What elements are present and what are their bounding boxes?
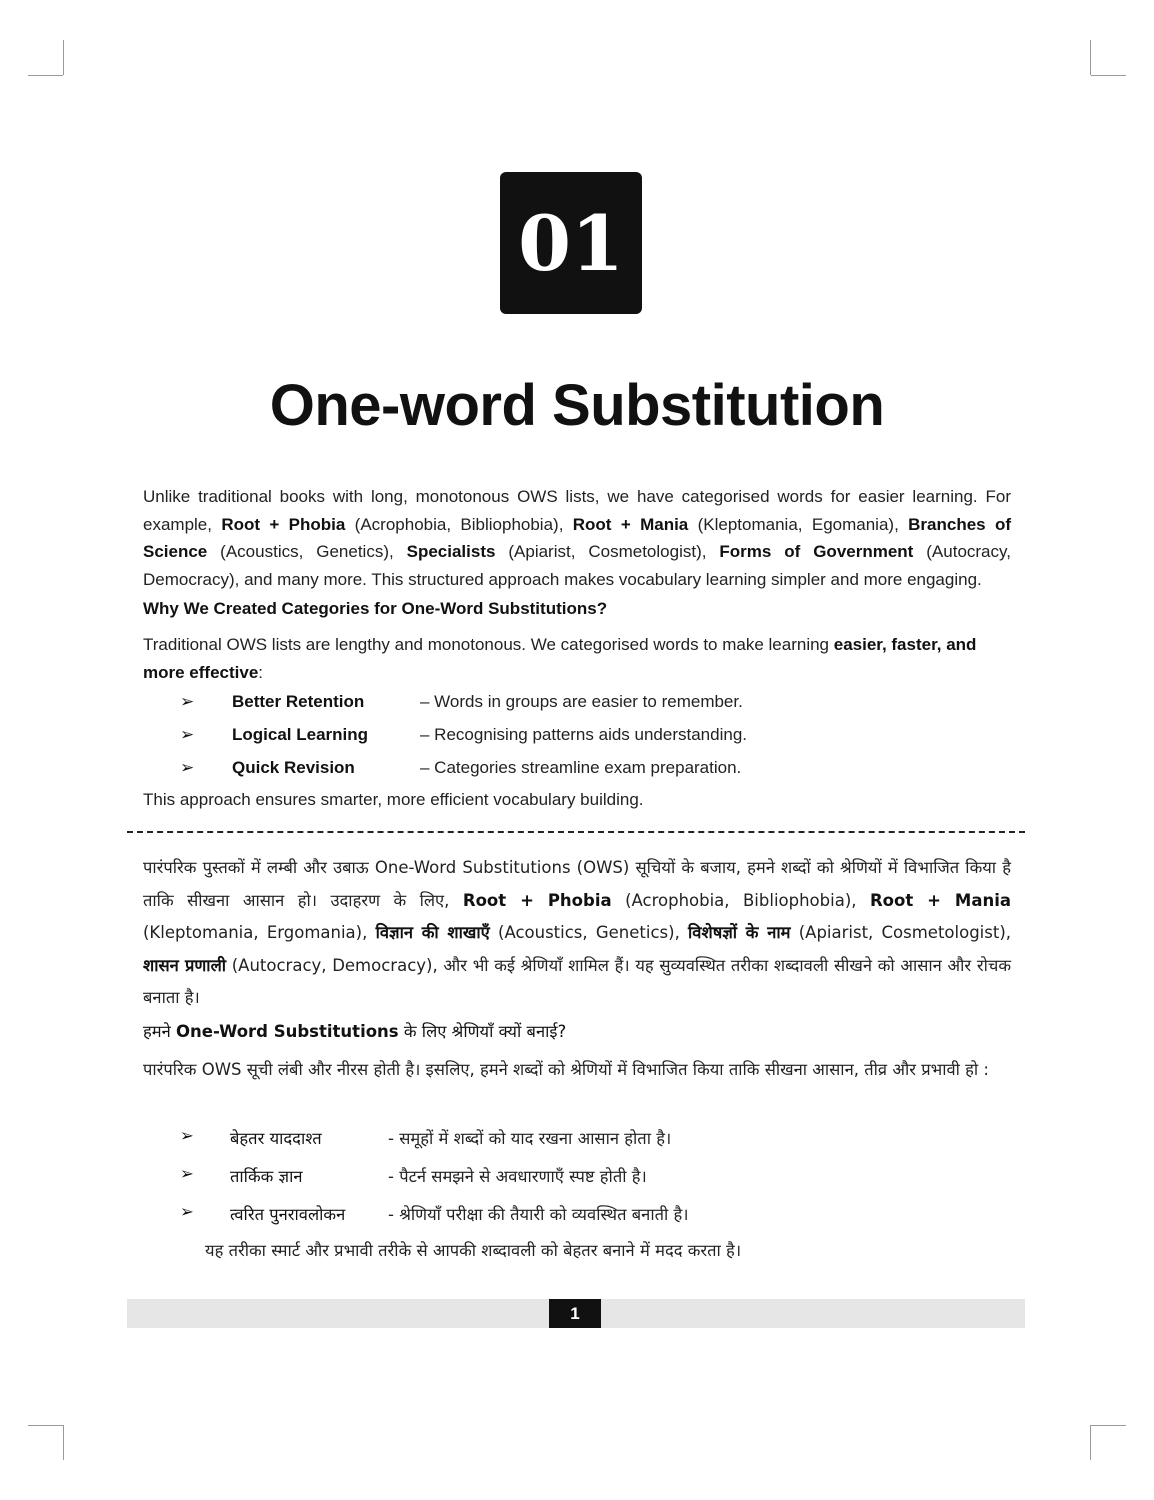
english-question-heading: Why We Created Categories for One-Word Substitutions? xyxy=(143,599,608,618)
crop-mark xyxy=(28,1425,63,1426)
hindi-question-heading xyxy=(143,1019,566,1042)
english-bullet-item xyxy=(180,758,1010,788)
bullet-description: - पैटर्न समझने से अवधारणाएँ स्पष्ट होती है। xyxy=(388,1167,647,1186)
intro-segment: (Acrophobia, Bibliophobia), xyxy=(345,514,573,534)
crop-mark xyxy=(1090,1425,1091,1460)
intro-segment: (Apiarist, Cosmetologist), xyxy=(790,923,1011,942)
arrow-bullet-icon: ➢ xyxy=(180,1164,194,1183)
reason-end: : xyxy=(258,662,264,682)
question-post: के लिए श्रेणियाँ क्यों बनाई? xyxy=(398,1022,567,1041)
english-intro-paragraph xyxy=(143,483,1011,593)
page-number: 1 xyxy=(549,1299,601,1328)
crop-mark xyxy=(1090,40,1091,75)
chapter-number-badge xyxy=(500,172,642,314)
hindi-closing-line: यह तरीका स्मार्ट और प्रभावी तरीके से आपकी शब्दावली को बेहतर बनाने में मदद करता है। xyxy=(205,1241,742,1260)
english-bullet-item xyxy=(180,692,1010,722)
chapter-title: One-word Substitution xyxy=(269,373,885,438)
intro-segment: (Autocracy, Democracy), और भी कई श्रेणियाँ शामिल हैं। यह सुव्यवस्थित तरीका शब्दावली सीखने को आसान और रोचक बनाता है। xyxy=(143,955,1011,1007)
arrow-bullet-icon: ➢ xyxy=(180,758,195,778)
intro-segment: (Acoustics, Genetics), xyxy=(489,923,689,942)
question-highlight: One-Word Substitutions xyxy=(176,1022,399,1041)
bullet-description: – Words in groups are easier to remember. xyxy=(420,692,743,711)
bullet-description: - समूहों में शब्दों को याद रखना आसान होता है। xyxy=(388,1129,672,1148)
intro-highlight: Specialists xyxy=(406,542,496,561)
intro-highlight: Root + Phobia xyxy=(462,890,612,910)
question-pre: हमने xyxy=(143,1022,177,1041)
intro-segment: (Autocracy, Democracy), and many more. This structured approach makes vocabulary learning simpler and more engaging. xyxy=(143,542,1011,589)
crop-mark xyxy=(28,75,63,76)
arrow-bullet-icon: ➢ xyxy=(180,1202,194,1221)
bullet-description: – Categories streamline exam preparation. xyxy=(420,758,742,777)
arrow-bullet-icon: ➢ xyxy=(180,725,195,745)
intro-highlight: विशेषज्ञों के नाम xyxy=(688,923,791,942)
english-bullet-item xyxy=(180,725,1010,755)
intro-highlight: Root + Mania xyxy=(572,514,689,534)
section-divider xyxy=(127,831,1025,833)
arrow-bullet-icon: ➢ xyxy=(180,1126,194,1145)
crop-mark xyxy=(1091,75,1126,76)
intro-highlight: विज्ञान की शाखाएँ xyxy=(375,923,490,942)
bullet-term: Better Retention xyxy=(232,692,365,711)
intro-highlight: Branches of Science xyxy=(143,514,1012,561)
reason-text: Traditional OWS lists are lengthy and monotonous. We categorised words to make learning xyxy=(143,635,834,654)
hindi-reason-paragraph: पारंपरिक OWS सूची लंबी और नीरस होती है। इसलिए, हमने शब्दों को श्रेणियों में विभाजित किया ताकि सीखना आसान, तीव्र और प्रभावी हो : xyxy=(143,1060,989,1079)
english-closing-line: This approach ensures smarter, more efficient vocabulary building. xyxy=(143,790,644,809)
intro-segment: (Acoustics, Genetics), xyxy=(207,542,407,561)
intro-segment: (Apiarist, Cosmetologist), xyxy=(495,542,720,561)
arrow-bullet-icon: ➢ xyxy=(180,692,195,712)
bullet-term: बेहतर याददाश्त xyxy=(230,1129,322,1148)
bullet-description: – Recognising patterns aids understanding. xyxy=(420,725,747,744)
intro-segment: Unlike traditional books with long, monotonous OWS lists, we have categorised words for easier learning. For example, xyxy=(143,487,1011,534)
intro-highlight: Root + Mania xyxy=(869,890,1012,910)
hindi-bullet-item xyxy=(180,1202,1010,1234)
intro-segment: पारंपरिक पुस्तकों में लम्बी और उबाऊ One-Word Substitutions (OWS) सूचियों के बजाय, हमने शब्दों को श्रेणियों में विभाजित किया है ताकि सीखना आसान हो। उदाहरण के लिए, xyxy=(143,858,1011,910)
intro-highlight: शासन प्रणाली xyxy=(143,955,227,975)
english-reason-paragraph xyxy=(143,631,1011,686)
chapter-number: 01 xyxy=(518,198,624,288)
intro-segment: (Kleptomania, Ergomania), xyxy=(143,923,376,942)
bullet-description: - श्रेणियाँ परीक्षा की तैयारी को व्यवस्थित बनाती है। xyxy=(388,1205,689,1224)
intro-highlight: Root + Phobia xyxy=(221,514,346,534)
bullet-term: त्वरित पुनरावलोकन xyxy=(230,1205,346,1224)
intro-segment: (Acrophobia, Bibliophobia), xyxy=(611,890,870,910)
hindi-bullet-item xyxy=(180,1164,1010,1196)
intro-highlight: Forms of Government xyxy=(719,542,914,561)
bullet-term: Logical Learning xyxy=(232,725,369,744)
crop-mark xyxy=(63,1425,64,1460)
crop-mark xyxy=(63,40,64,75)
hindi-intro-paragraph xyxy=(143,852,1011,1015)
intro-segment: (Kleptomania, Egomania), xyxy=(688,514,909,534)
reason-highlight: easier, faster, and more effective xyxy=(143,635,977,682)
bullet-term: तार्किक ज्ञान xyxy=(230,1167,303,1186)
crop-mark xyxy=(1091,1425,1126,1426)
bullet-term: Quick Revision xyxy=(232,758,355,777)
hindi-bullet-item xyxy=(180,1126,1010,1158)
